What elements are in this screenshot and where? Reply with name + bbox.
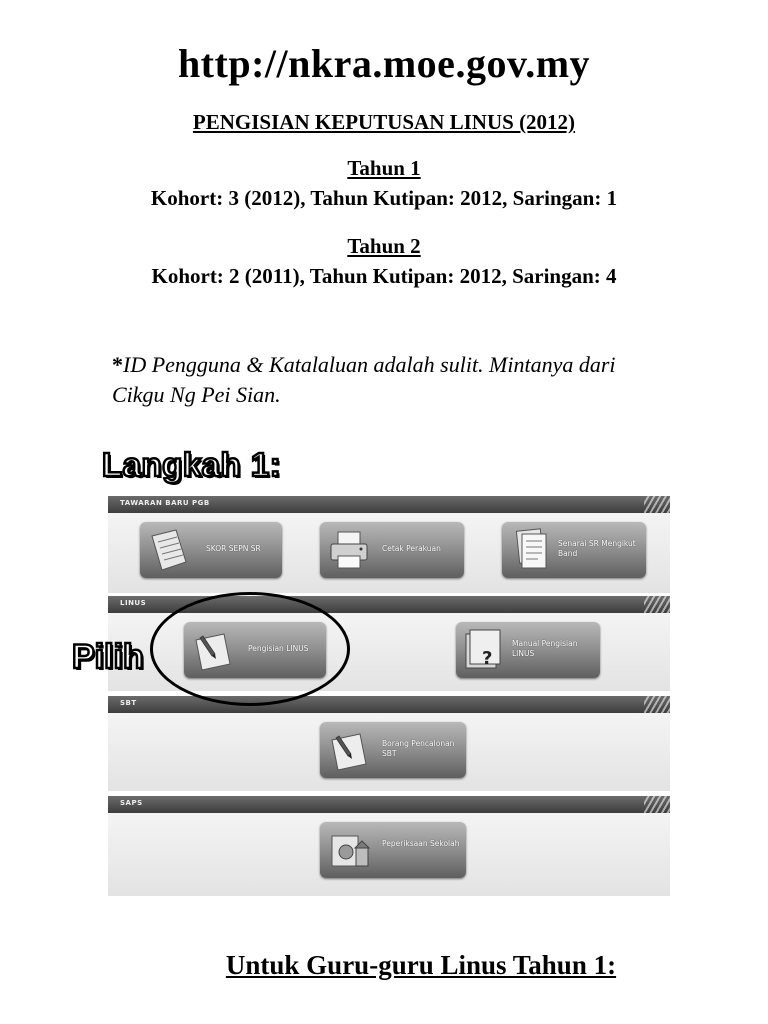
section-header-sbt: [108, 696, 670, 713]
section-label: SAPS: [120, 799, 143, 807]
tile-skor-sepn-sr[interactable]: [140, 522, 282, 578]
tile-cetak-perakuan[interactable]: [320, 522, 464, 578]
tile-label: Manual Pengisian LINUS: [512, 639, 578, 658]
tile-label: Pengisian LINUS: [248, 644, 309, 653]
page-title: PENGISIAN KEPUTUSAN LINUS (2012): [192, 110, 576, 134]
year-2-details: Kohort: 2 (2011), Tahun Kutipan: 2012, Saringan: 4: [151, 264, 617, 288]
stripes-decoration: [644, 596, 670, 613]
document-icon: [146, 526, 194, 574]
note-line-1: ID Pengguna & Katalaluan adalah sulit. Mintanya dari: [123, 352, 616, 377]
note-line-2: Cikgu Ng Pei Sian.: [112, 382, 281, 407]
site-url[interactable]: http://nkra.moe.gov.my: [177, 41, 591, 86]
year-1-heading: Tahun 1: [347, 156, 421, 180]
stripes-decoration: [644, 496, 670, 513]
note-asterisk: *: [112, 352, 123, 377]
section-label: LINUS: [120, 599, 147, 607]
list-icon: [508, 526, 556, 574]
portal-menu: [108, 496, 670, 896]
year-1-details: Kohort: 3 (2012), Tahun Kutipan: 2012, Saringan: 1: [150, 186, 618, 210]
stripes-decoration: [644, 696, 670, 713]
tile-label: Borang Pencalonan SBT: [382, 739, 455, 758]
section-label: SBT: [120, 699, 137, 707]
tile-borang-pencalonan-sbt[interactable]: [320, 722, 466, 778]
tile-label: Peperiksaan Sekolah: [382, 839, 460, 848]
tile-label: Senarai SR Mengikut Band: [558, 539, 636, 558]
section-header-tawaran: [108, 496, 670, 513]
tile-label: Cetak Perakuan: [382, 544, 441, 553]
tile-senarai-sr[interactable]: [502, 522, 646, 578]
credentials-note: [112, 350, 712, 410]
svg-text:?: ?: [482, 648, 493, 669]
tile-label: SKOR SEPN SR: [206, 544, 261, 553]
school-icon: [326, 826, 374, 874]
tile-manual-pengisian[interactable]: [456, 622, 600, 678]
section-header-saps: [108, 796, 670, 813]
manual-question-icon: [462, 626, 510, 674]
highlight-circle: [150, 592, 350, 706]
stripes-decoration: [644, 796, 670, 813]
step-heading: Langkah 1:: [102, 446, 282, 483]
footer-heading: Untuk Guru-guru Linus Tahun 1:: [225, 950, 617, 980]
pencil-paper-icon: [326, 726, 374, 774]
tile-peperiksaan-sekolah[interactable]: [320, 822, 466, 878]
year-2-heading: Tahun 2: [347, 234, 421, 258]
printer-icon: [326, 526, 374, 574]
pilih-pointer-label: Pilih: [72, 638, 144, 676]
section-label: TAWARAN BARU PGB: [120, 499, 210, 507]
